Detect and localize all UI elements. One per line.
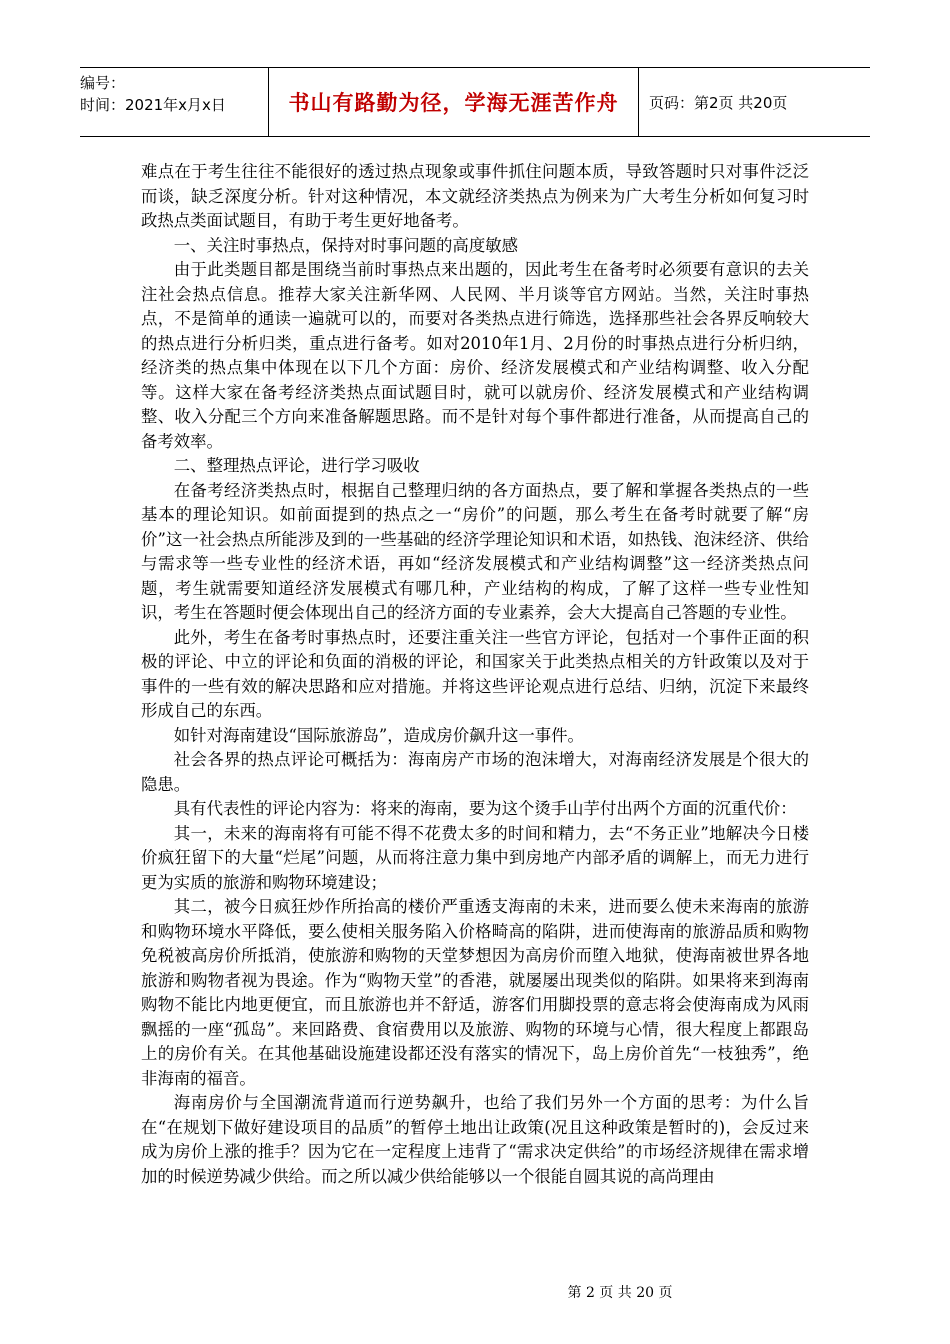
paragraph: 在备考经济类热点时，根据自己整理归纳的各方面热点，要了解和掌握各类热点的一些基本的理论知识。如前面提到的热点之一“房价”的问题，那么考生在备考时就要了解“房价”这一社会热点所能涉及到的一些基础的经济学理论知识和术语，如热钱、泡沫经济、供给与需求等一些专业性的经济术语，再如“经济发展模式和产业结构调整”这一经济类热点问题，考生就需要知道经济发展模式有哪几种，产业结构的构成，了解了这样一些专业性知识，考生在答题时便会体现出自己的经济方面的专业素养，会大大提高自己答题的专业性。	[141, 480, 809, 622]
section-heading: 二、整理热点评论，进行学习吸收	[173, 456, 420, 475]
header-motto: 书山有路勤为径，学海无涯苦作舟	[268, 68, 639, 136]
document-body	[141, 160, 809, 1189]
code-label: 编号：	[80, 74, 126, 92]
paragraph: 由于此类题目都是围绕当前时事热点来出题的，因此考生在备考时必须要有意识的去关注社会热点信息。推荐大家关注新华网、人民网、半月谈等官方网站。当然，关注时事热点，不是简单的通读一遍就可以的，而要对各类热点进行筛选，选择那些社会各界反响较大的热点进行分析归类，重点进行备考。如对2010年1月、2月份的时事热点进行分析归纳，经济类的热点集中体现在以下几个方面：房价、经济发展模式和产业结构调整、收入分配等。这样大家在备考经济类热点面试题目时，就可以就房价、经济发展模式和产业结构调整、收入分配三个方向来准备解题思路。而不是针对每个事件都进行准备，从而提高自己的备考效率。	[141, 260, 809, 451]
header-info	[80, 68, 268, 136]
header-page-info: 页码：第2页 共20页	[649, 93, 788, 112]
paragraph: 其二，被今日疯狂炒作所抬高的楼价严重透支海南的未来，进而要么使未来海南的旅游和购物环境水平降低，要么使相关服务陷入价格畸高的陷阱，进而使海南的旅游品质和购物免税被高房价所抵消，使旅游和购物的天堂梦想因为高房价而堕入地狱，使海南被世界各地旅游和购物者视为畏途。作为“购物天堂”的香港，就屡屡出现类似的陷阱。如果将来到海南购物不能比内地更便宜，而且旅游也并不舒适，游客们用脚投票的意志将会使海南成为风雨飘摇的一座“孤岛”。来回路费、食宿费用以及旅游、购物的环境与心情，很大程度上都跟岛上的房价有关。在其他基础设施建设都还没有落实的情况下，岛上房价首先“一枝独秀”，绝非海南的福音。	[141, 897, 809, 1088]
paragraph: 社会各界的热点评论可概括为：海南房产市场的泡沫增大，对海南经济发展是个很大的隐患。	[141, 750, 809, 794]
page-header	[80, 67, 870, 137]
section-heading: 一、关注时事热点，保持对时事问题的高度敏感	[173, 235, 518, 255]
date-line: 时间：2021年x月x日	[80, 96, 226, 114]
paragraph: 海南房价与全国潮流背道而行逆势飙升，也给了我们另外一个方面的思考：为什么旨在“在规划下做好建设项目的品质”的暂停土地出让政策(况且这种政策是暂时的)，会反过来成为房价上涨的推手？因为它在一定程度上违背了“需求决定供给”的市场经济规律在需求增加的时候逆势减少供给。而之所以减少供给能够以一个很能自圆其说的高尚理由	[141, 1093, 809, 1186]
paragraph: 难点在于考生往往不能很好的透过热点现象或事件抓住问题本质，导致答题时只对事件泛泛而谈，缺乏深度分析。针对这种情况，本文就经济类热点为例来为广大考生分析如何复习时政热点类面试题目，有助于考生更好地备考。	[141, 162, 809, 230]
paragraph: 具有代表性的评论内容为：将来的海南，要为这个烫手山芋付出两个方面的沉重代价：	[173, 799, 797, 818]
page-footer: 第 2 页 共 20 页	[567, 1285, 673, 1301]
paragraph: 其一，未来的海南将有可能不得不花费太多的时间和精力，去“不务正业”地解决今日楼价疯狂留下的大量“烂尾”问题，从而将注意力集中到房地产内部矛盾的调解上，而无力进行更为实质的旅游和购物环境建设；	[141, 823, 809, 892]
paragraph: 如针对海南建设“国际旅游岛”，造成房价飙升这一事件。	[173, 725, 584, 745]
paragraph: 此外，考生在备考时事热点时，还要注重关注一些官方评论，包括对一个事件正面的积极的评论、中立的评论和负面的消极的评论，和国家关于此类热点相关的方针政策以及对于事件的一些有效的解决思路和应对措施。并将这些评论观点进行总结、归纳，沉淀下来最终形成自己的东西。	[141, 627, 809, 720]
